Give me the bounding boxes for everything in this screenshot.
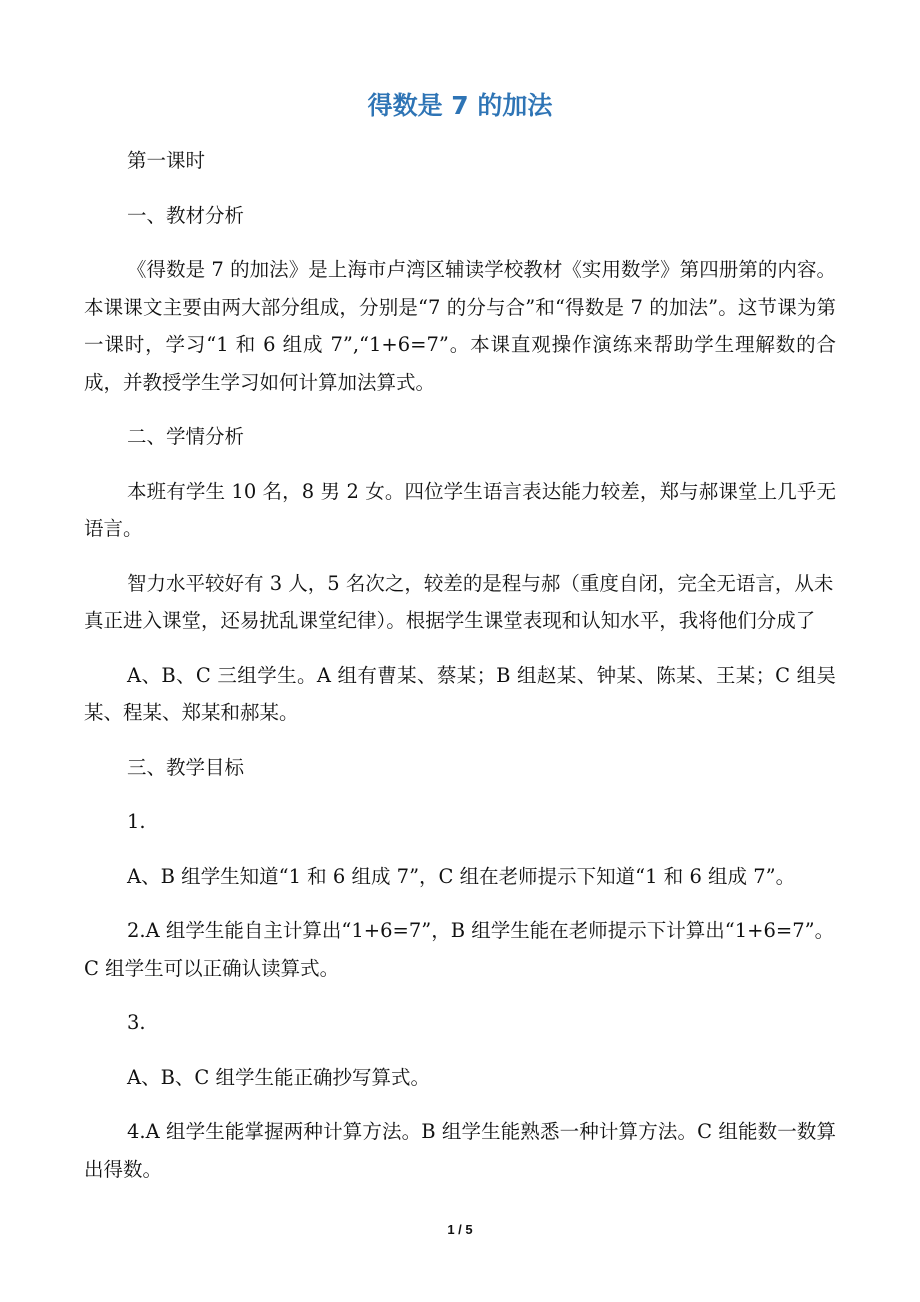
goal-1-text: A、B 组学生知道“1 和 6 组成 7”，C 组在老师提示下知道“1 和 6 组成 7”。	[127, 864, 796, 888]
student-analysis-paragraph-2: 智力水平较好有 3 人，5 名次之，较差的是程与郝（重度自闭，完全无语言，从未真正进入课堂，还易扰乱课堂纪律）。根据学生课堂表现和认知水平，我将他们分成了	[84, 571, 834, 632]
section-heading-material-analysis: 一、教材分析	[127, 203, 245, 227]
goal-number-1: 1.	[127, 810, 146, 833]
document-body	[84, 142, 836, 1205]
student-analysis-paragraph-1: 本班有学生 10 名，8 男 2 女。四位学生语言表达能力较差，郑与郝课堂上几乎无语言。	[84, 479, 836, 540]
lesson-period: 第一课时	[127, 149, 206, 172]
goal-number-3: 3.	[127, 1011, 146, 1034]
goal-3-text: A、B、C 组学生能正确抄写算式。	[127, 1065, 431, 1089]
page-number: 1 / 5	[447, 1222, 473, 1237]
goal-4-text: 4.A 组学生能掌握两种计算方法。B 组学生能熟悉一种计算方法。C 组能数一数算出得数。	[84, 1120, 836, 1181]
material-analysis-paragraph: 《得数是 7 的加法》是上海市卢湾区辅读学校教材《实用数学》第四册第的内容。本课课文主要由两大部分组成，分别是“7 的分与合”和“得数是 7 的加法”。这节课为第一课时，学习“1 和 6 组成 7”,“1+6=7”。本课直观操作演练来帮助学生理解数的合成，并教授学生学习如何计算加法算式。	[84, 258, 836, 394]
document-title: 得数是 7 的加法	[367, 91, 553, 120]
section-heading-teaching-goals: 三、教学目标	[127, 755, 245, 779]
goal-2-text: 2.A 组学生能自主计算出“1+6=7”，B 组学生能在老师提示下计算出“1+6=7”。C 组学生可以正确认读算式。	[84, 919, 835, 980]
student-groups-paragraph: A、B、C 三组学生。A 组有曹某、蔡某；B 组赵某、钟某、陈某、王某；C 组吴某、程某、郑某和郝某。	[84, 663, 836, 724]
section-heading-student-analysis: 二、学情分析	[127, 425, 245, 448]
